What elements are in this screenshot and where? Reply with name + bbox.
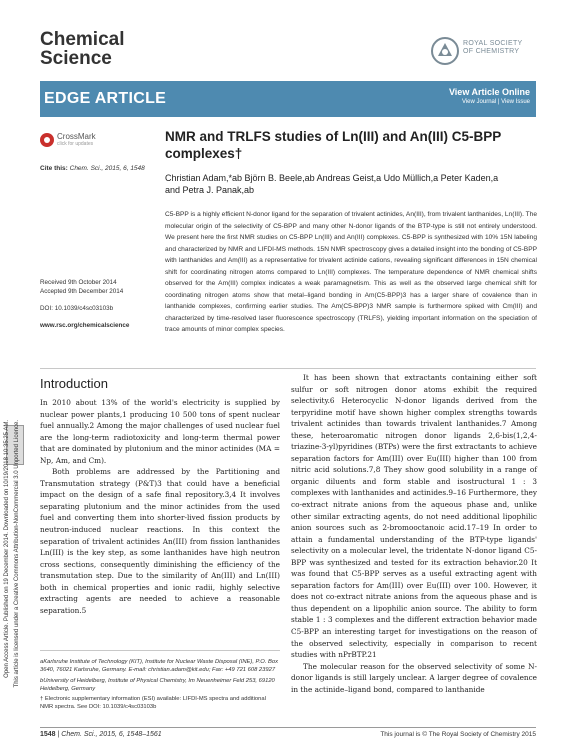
article-meta <box>40 278 155 330</box>
rsc-line2: OF CHEMISTRY <box>463 48 520 55</box>
cite-this <box>40 165 145 172</box>
intro-paragraph-4: The molecular reason for the observed selectivity of some N-donor ligands is still largely unclear. A larger degree of covalence in the actinide–ligand bond, compared to lanthanide <box>291 661 537 694</box>
footnote-divider <box>40 650 280 651</box>
right-column <box>291 372 537 695</box>
left-column <box>40 397 280 616</box>
article-type-label: EDGE ARTICLE <box>44 90 167 107</box>
accepted-date: Accepted 9th December 2014 <box>40 288 124 295</box>
intro-paragraph-1: In 2010 about 13% of the world's electricity is supplied by nuclear power plants,1 producing 10 500 tons of spent nuclear fuel annually.2 Among the major challenges of used nuclear fuel are the long-term radiotoxicity and long-term thermal power that are dominated by plutonium and the minor actinides (MA = Np, Am, and Cm). <box>40 398 280 465</box>
footnote-esi: † Electronic supplementary information (ESI) available: LIFDI-MS spectra and additional NMR spectra. See DOI: 10.1039/c4sc03103b <box>40 696 266 711</box>
authors-line1: Christian Adam,*ab Björn B. Beele,ab Andreas Geist,a Udo Müllich,a Peter Kaden,a <box>165 173 499 183</box>
intro-paragraph-2: Both problems are addressed by the Partitioning and Transmutation strategy (P&T)3 that could have a beneficial impact on the design of a safe final repository.3,4 It involves separating plutonium and the minor actinides from the used fuel and converting them into shorter-lived fission products by neutron-induced nuclear reactions. In this context the separation of trivalent actinides An(III) from fission lanthanides Ln(III) is the key step, as some lanthanides have high neutron cross sections, consequently diminishing the efficiency of the transmutation step. Due to the similarity of An(III) and Ln(III) both in chemical properties and ionic radii, highly selective extracting agents are needed to achieve a reasonable separation.5 <box>40 467 280 615</box>
footer-citation: 1548 | Chem. Sci., 2015, 6, 1548–1561 <box>40 731 162 738</box>
journal-name-line2: Science <box>40 48 112 69</box>
crossmark-label: CrossMark <box>57 132 96 141</box>
abstract <box>165 209 537 336</box>
footer-ref: Chem. Sci., 2015, 6, 1548–1561 <box>61 731 162 738</box>
crossmark-button[interactable] <box>40 131 98 151</box>
open-access-sidebar <box>4 420 14 740</box>
received-date: Received 9th October 2014 <box>40 279 117 286</box>
journal-website-link[interactable]: www.rsc.org/chemicalscience <box>40 322 130 329</box>
cite-prefix: Cite this: <box>40 165 68 172</box>
cite-ref: Chem. Sci., 2015, 6, 1548 <box>69 165 145 172</box>
open-access-text: Open Access Article. Published on 19 December 2014. Downloaded on 10/19/2018 10:35:25 AM. <box>4 420 10 678</box>
rsc-text <box>463 40 523 56</box>
footnotes <box>40 658 280 714</box>
rsc-crest-icon <box>430 36 460 66</box>
footnote-affiliation-b: bUniversity of Heidelberg, Institute of Physical Chemistry, Im Neuenheimer Feld 253, 69120 Heidelberg, Germany <box>40 677 275 692</box>
crossmark-icon <box>40 133 54 147</box>
footnote-affiliation-a: aKarlsruhe Institute of Technology (KIT), Institute for Nuclear Waste Disposal (INE), P.O. Box 3640, 76021 Karlsruhe, Germany. E-mail: christian.adam@kit.edu; Fax: +49 721 608 23927 <box>40 659 278 674</box>
introduction-heading: Introduction <box>40 376 108 391</box>
authors-line2: and Petra J. Panak,ab <box>165 185 255 195</box>
journal-name <box>40 30 124 68</box>
footer-divider <box>40 727 536 728</box>
view-article-online-link[interactable]: View Article Online <box>448 87 530 97</box>
article-title: NMR and TRLFS studies of Ln(III) and An(III) C5-BPP complexes† <box>165 129 501 161</box>
doi[interactable]: DOI: 10.1039/c4sc03103b <box>40 305 114 312</box>
intro-paragraph-3: It has been shown that extractants containing either soft sulfur or soft nitrogen donor atoms exhibit the required selectivity.6 Heterocyclic N-donor ligands derived from the terpyridine motif have shown higher complex strengths towards trivalent actinides than towards trivalent lanthanides.7 Among these, heteroaromatic nitrogen donor ligands 2,6-bis(1,2,4-triazine-3-yl)pyridines (BTPs) were the first extractants to achieve separation factors for Am(III) over Eu(III) higher than 100 from nitric acid solutions.7,8 They show good solubility in a range of organic diluents and form stable and isostructural 1 : 3 complexes with lanthanides and actinides.9–16 Furthermore, they co-extract nitrate anions from the aqueous phase and, unlike other similar extracting agents, do not need additional lipophilic anion sources such as 2-bromooctanoic acid.17–19 In order to attain a fundamental understanding of the BTP-type ligands' selectivity on a molecular level, the tridentate N-donor ligand C5-BPP was synthesized and tested for its extraction behavior.20 It was found that C5-BPP serves as a useful extracting agent with separation factors for Am(III) over Eu(III) over 100. However, it does not co-extract nitrate anions from the aqueous phase and is thus dependent on a lipophilic anion source. The ability to form stable 1 : 3 complexes and the different extraction behavior made C5-BPP an interesting target for investigations on the reason of the observed selectivity, especially in comparison to recent studies with nPrBTP.21 <box>291 373 537 660</box>
view-journal-issue-links[interactable]: View Journal | View Issue <box>461 99 530 105</box>
rsc-logo <box>430 36 540 66</box>
rsc-line1: ROYAL SOCIETY <box>463 40 523 47</box>
author-list <box>165 172 535 196</box>
banner-links <box>449 87 530 105</box>
license-sidebar <box>14 420 24 740</box>
license-text[interactable]: This article is licensed under a Creative Commons Attribution-NonCommercial 3.0 Unported Licence. <box>14 420 20 688</box>
page-number: 1548 <box>40 731 56 738</box>
abstract-text: C5-BPP is a highly efficient N-donor ligand for the separation of trivalent actinides, An(III), from trivalent lanthanides, Ln(III). The molecular origin of the selectivity of C5-BPP and many other N-donor ligands of the BTP-type is still not entirely understood. We present here the first NMR studies on C5-BPP Ln(III) and An(III) complexes. C5-BPP is synthesized with 10% 15N labeling and characterized by NMR and LIFDI-MS methods. 15N NMR spectroscopy gives a detailed insight into the bonding of C5-BPP with lanthanides and Am(III) as a representative for trivalent actinide cations, revealing significant differences in 15N chemical shift for coordinating nitrogen atoms compared to Ln(III) complexes. The temperature dependence of NMR chemical shifts observed for the Am(III) complex indicates a weak paramagnetism. This as well as the observed large chemical shift for coordinating nitrogen atoms show that metal–ligand bonding in Am(C5-BPP)3 has a larger share of covalence than in lanthanide complexes, confirming earlier studies. The Am(C5-BPP)3 NMR sample is furthermore spiked with Cm(III) and characterized by time-resolved laser fluorescence spectroscopy (TRLFS), yielding important information on the speciation of trace amounts of minor complex species. <box>165 211 538 334</box>
article-type-banner <box>40 81 536 117</box>
footer-copyright: This journal is © The Royal Society of Chemistry 2015 <box>380 731 536 738</box>
crossmark-sub: click for updates <box>57 141 94 147</box>
journal-name-line1: Chemical <box>40 29 125 50</box>
section-divider <box>40 368 536 369</box>
